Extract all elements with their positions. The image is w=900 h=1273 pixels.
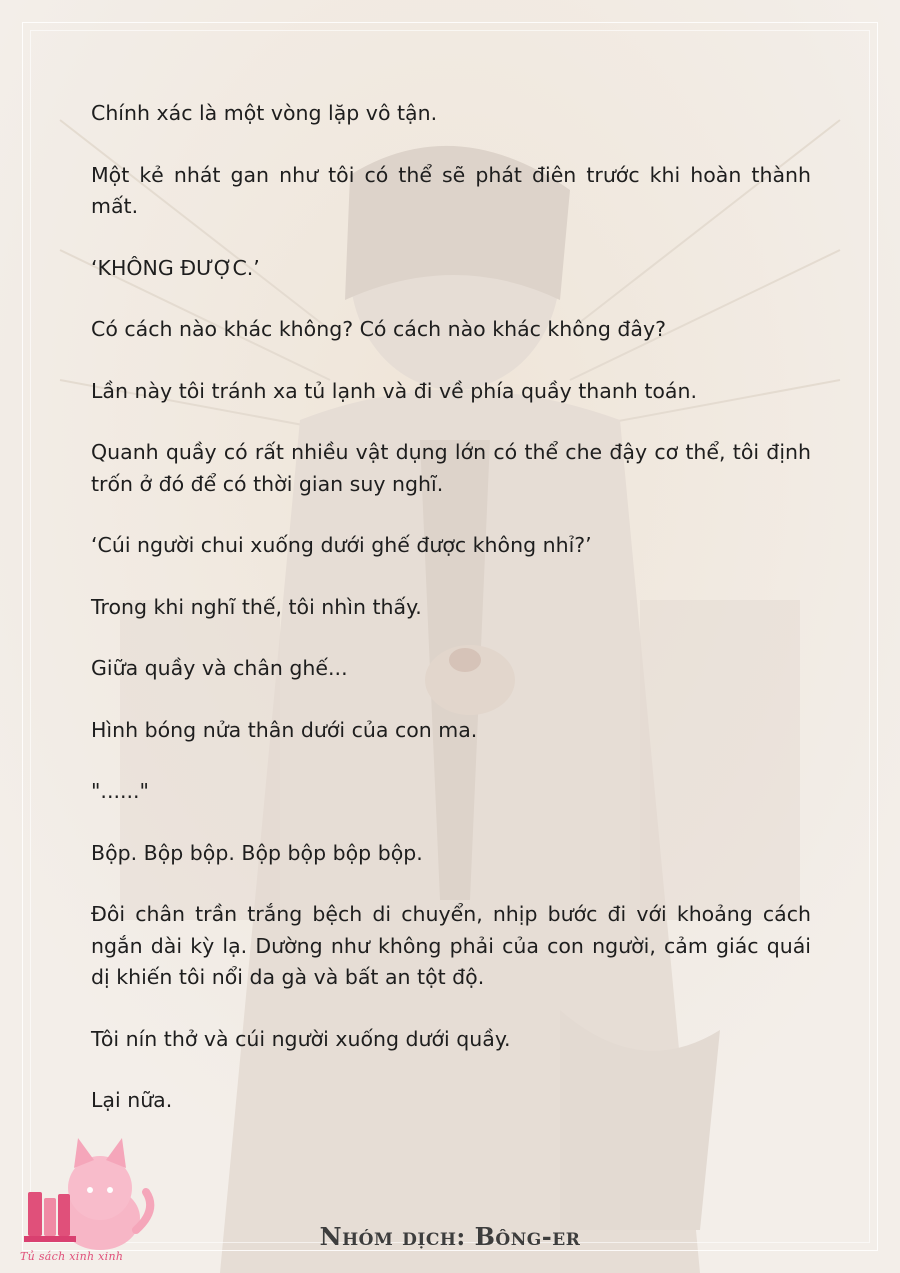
logo-caption: Tủ sách xinh xinh — [20, 1250, 124, 1263]
paragraph: Giữa quầy và chân ghế... — [91, 656, 348, 680]
paragraph: Hình bóng nửa thân dưới của con ma. — [91, 717, 478, 742]
paragraph: Lần này tôi tránh xa tủ lạnh và đi về phía quầy thanh toán. — [91, 378, 697, 403]
page-body — [91, 98, 811, 1147]
paragraph: Tôi nín thở và cúi người xuống dưới quầy. — [91, 1026, 511, 1051]
paragraph: Chính xác là một vòng lặp vô tận. — [91, 101, 438, 125]
paragraph: ‘Cúi người chui xuống dưới ghế được không nhỉ?’ — [91, 533, 592, 557]
paragraph: Có cách nào khác không? Có cách nào khác không đây? — [91, 317, 666, 341]
paragraph: Lại nữa. — [91, 1088, 173, 1112]
paragraph: Trong khi nghĩ thế, tôi nhìn thấy. — [91, 594, 422, 619]
paragraph: "......" — [91, 779, 149, 803]
paragraph: Bộp. Bộp bộp. Bộp bộp bộp bộp. — [91, 840, 423, 865]
paragraph: ‘KHÔNG ĐƯỢC.’ — [91, 255, 260, 280]
paragraph: Đôi chân trần trắng bệch di chuyển, nhịp bước đi với khoảng cách ngắn dài kỳ lạ. Dường như không phải của con người, cảm giác quái dị khiến tôi nổi da gà và bất an tột độ. — [91, 902, 811, 989]
paragraph: Một kẻ nhát gan như tôi có thể sẽ phát điên trước khi hoàn thành mất. — [91, 162, 811, 218]
translator-credit: Nhóm dịch: Bông-er — [319, 1222, 581, 1251]
paragraph: Quanh quầy có rất nhiều vật dụng lớn có thể che đậy cơ thể, tôi định trốn ở đó để có thời gian suy nghĩ. — [91, 440, 811, 496]
